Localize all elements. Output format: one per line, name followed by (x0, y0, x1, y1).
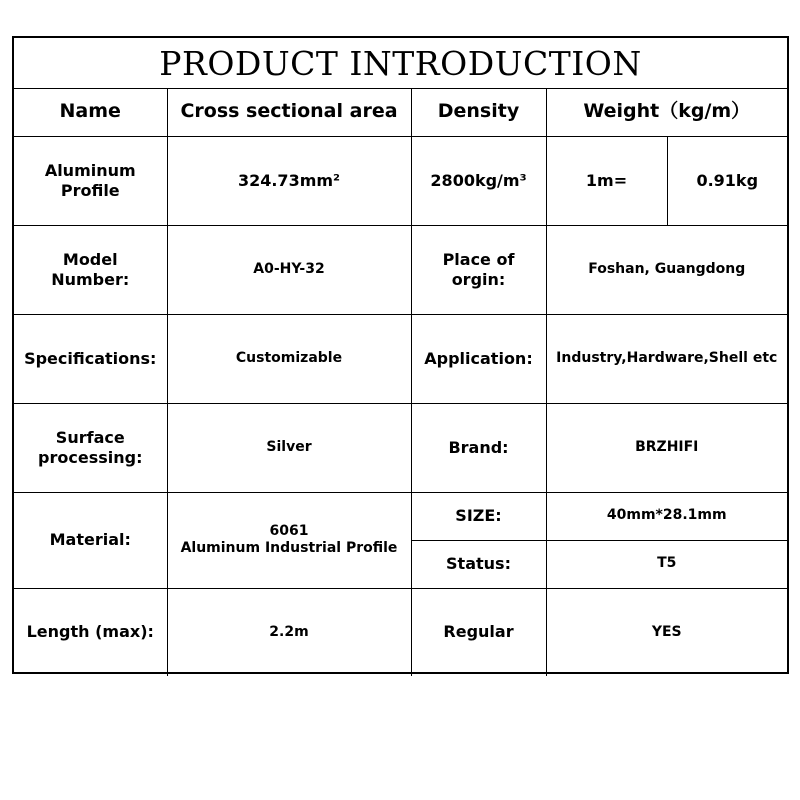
size-value: 40mm*28.1mm (546, 492, 787, 540)
product-introduction-sheet (12, 36, 789, 674)
table-row (14, 492, 787, 540)
table-row (14, 136, 787, 225)
table-row (14, 225, 787, 314)
table-row (14, 588, 787, 676)
density-value: 2800kg/m³ (411, 136, 546, 225)
length-value: 2.2m (167, 588, 411, 676)
material-grade: 6061 (269, 522, 309, 539)
length-label: Length (max): (14, 588, 167, 676)
table-row (14, 403, 787, 492)
profile-name (14, 136, 167, 225)
cross-section-value: 324.73mm² (167, 136, 411, 225)
model-number-label-text: Model Number: (51, 249, 130, 289)
header-name: Name (14, 88, 167, 136)
material-value (167, 492, 411, 588)
specifications-label: Specifications: (14, 314, 167, 403)
size-label: SIZE: (411, 492, 546, 540)
application-value: Industry,Hardware,Shell etc (546, 314, 787, 403)
weight-value: 0.91kg (667, 136, 787, 225)
table-row (14, 314, 787, 403)
place-of-origin-label-text: Place of orgin: (442, 249, 515, 289)
material-label: Material: (14, 492, 167, 588)
regular-value: YES (546, 588, 787, 676)
header-weight: Weight（kg/m） (546, 88, 787, 136)
specifications-value: Customizable (167, 314, 411, 403)
header-density: Density (411, 88, 546, 136)
application-label: Application: (411, 314, 546, 403)
brand-value: BRZHIFI (546, 403, 787, 492)
model-number-label (14, 225, 167, 314)
page-title: PRODUCT INTRODUCTION (14, 38, 787, 89)
status-value: T5 (546, 540, 787, 588)
status-label: Status: (411, 540, 546, 588)
header-row (14, 88, 787, 136)
place-of-origin-value: Foshan, Guangdong (546, 225, 787, 314)
profile-name-text: Aluminum Profile (44, 160, 136, 200)
header-cross-section: Cross sectional area (167, 88, 411, 136)
place-of-origin-label (411, 225, 546, 314)
weight-unit: 1m= (546, 136, 667, 225)
spec-table (14, 88, 787, 676)
surface-processing-value: Silver (167, 403, 411, 492)
model-number-value: A0-HY-32 (167, 225, 411, 314)
regular-label: Regular (411, 588, 546, 676)
material-description: Aluminum Industrial Profile (180, 540, 398, 556)
surface-processing-label (14, 403, 167, 492)
surface-processing-label-text: Surface processing: (38, 427, 143, 467)
brand-label: Brand: (411, 403, 546, 492)
